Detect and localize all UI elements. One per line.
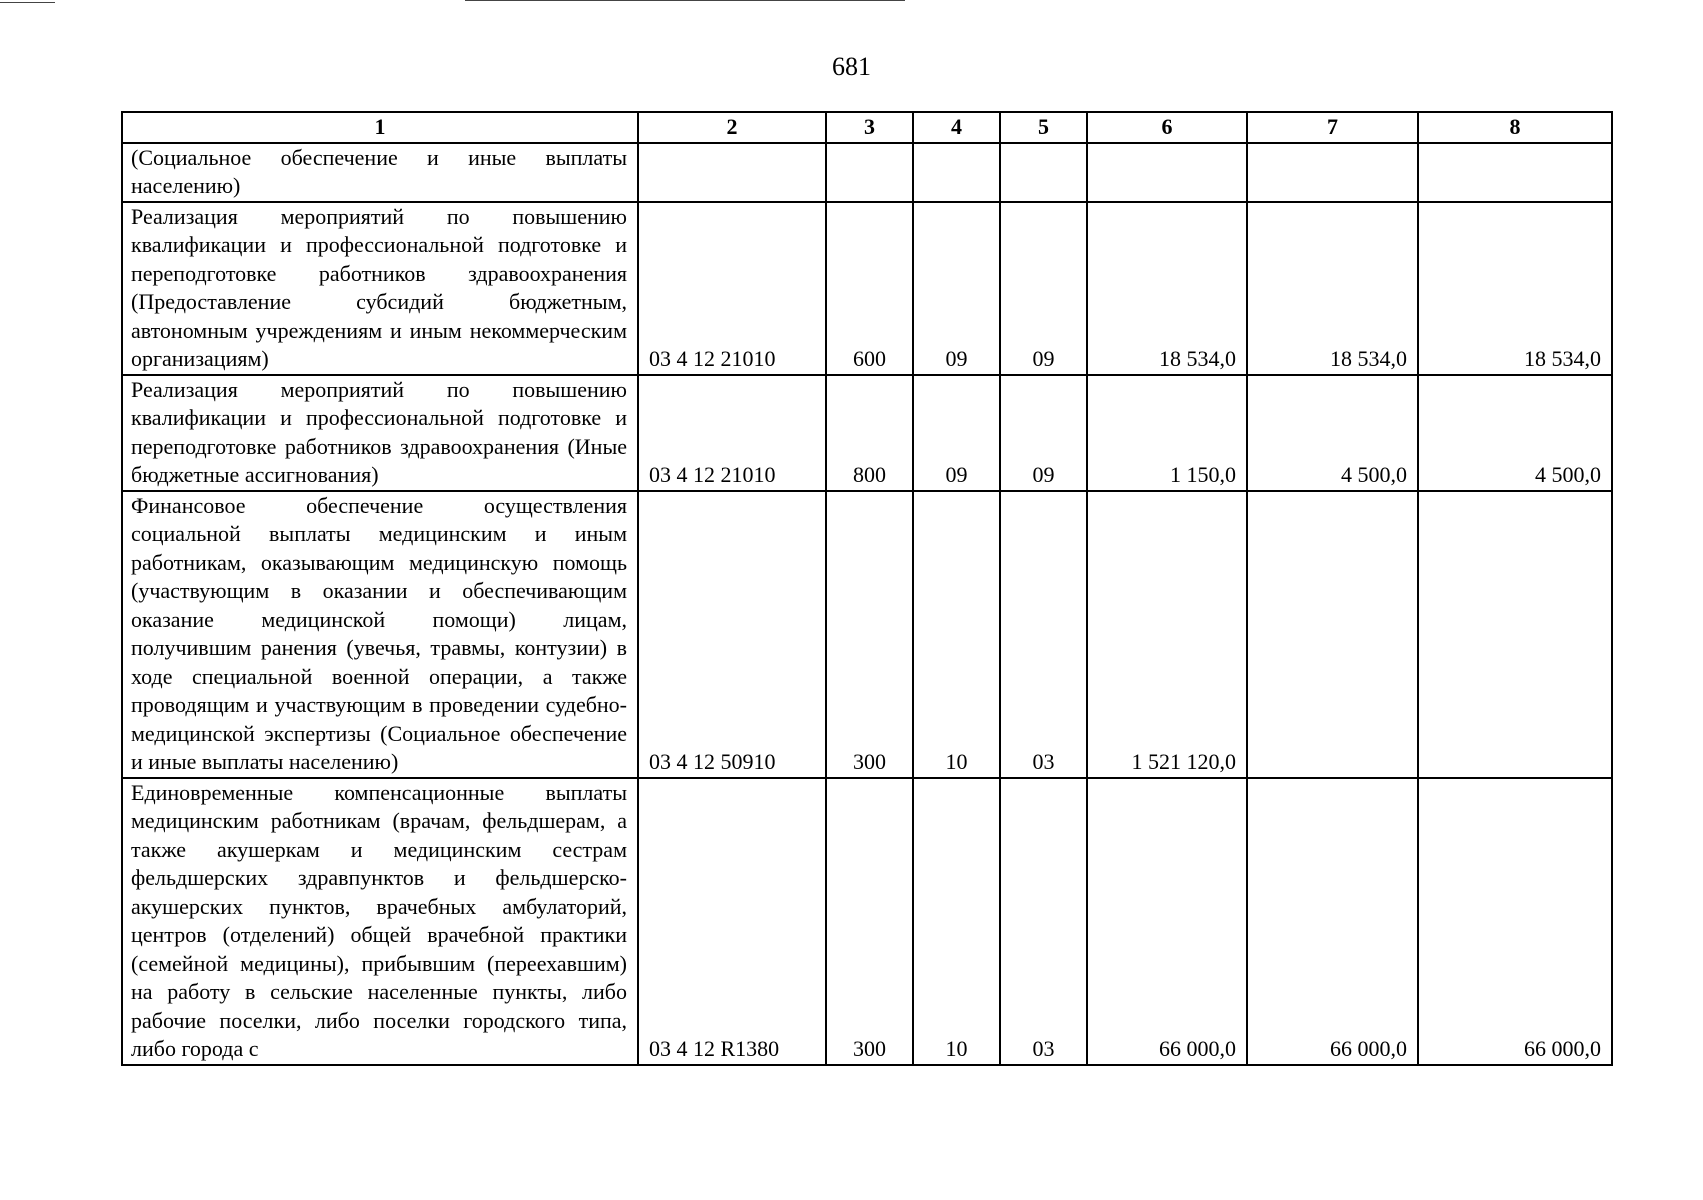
amount-col-6-cell: 18 534,0	[1087, 202, 1247, 375]
section-cell: 10	[913, 778, 1000, 1065]
budget-table	[121, 111, 1613, 1066]
target-code-cell: 03 4 12 50910	[638, 491, 826, 778]
target-code-cell: 03 4 12 21010	[638, 202, 826, 375]
header-col-4: 4	[913, 112, 1000, 143]
row-name-cell: Реализация мероприятий по повышению квалификации и профессиональной подготовке и переподготовке работников здравоохранения (Предоставление субсидий бюджетным, автономным учреждениям и иным некоммерческим организациям)	[122, 202, 638, 375]
amount-col-6-cell	[1087, 143, 1247, 202]
amount-col-7-cell	[1247, 491, 1418, 778]
scan-edge-line-top	[465, 0, 905, 1]
amount-col-7-cell: 4 500,0	[1247, 375, 1418, 491]
amount-col-6-cell: 66 000,0	[1087, 778, 1247, 1065]
expense-type-cell: 800	[826, 375, 913, 491]
subsection-cell: 09	[1000, 202, 1087, 375]
expense-type-cell: 300	[826, 778, 913, 1065]
section-cell: 09	[913, 202, 1000, 375]
amount-col-6-cell: 1 150,0	[1087, 375, 1247, 491]
header-col-5: 5	[1000, 112, 1087, 143]
section-cell: 09	[913, 375, 1000, 491]
target-code-cell	[638, 143, 826, 202]
expense-type-cell: 600	[826, 202, 913, 375]
header-col-8: 8	[1418, 112, 1612, 143]
expense-type-cell	[826, 143, 913, 202]
header-col-1: 1	[122, 112, 638, 143]
header-row	[122, 112, 1612, 143]
amount-col-7-cell: 18 534,0	[1247, 202, 1418, 375]
subsection-cell: 03	[1000, 778, 1087, 1065]
subsection-cell	[1000, 143, 1087, 202]
table-row	[122, 491, 1612, 778]
row-name-cell: Реализация мероприятий по повышению квалификации и профессиональной подготовке и переподготовке работников здравоохранения (Иные бюджетные ассигнования)	[122, 375, 638, 491]
page-number: 681	[832, 52, 871, 81]
target-code-cell: 03 4 12 21010	[638, 375, 826, 491]
amount-col-6-cell: 1 521 120,0	[1087, 491, 1247, 778]
amount-col-7-cell: 66 000,0	[1247, 778, 1418, 1065]
table-row	[122, 202, 1612, 375]
amount-col-8-cell: 66 000,0	[1418, 778, 1612, 1065]
header-col-3: 3	[826, 112, 913, 143]
amount-col-8-cell: 4 500,0	[1418, 375, 1612, 491]
section-cell: 10	[913, 491, 1000, 778]
target-code-cell: 03 4 12 R1380	[638, 778, 826, 1065]
amount-col-8-cell	[1418, 143, 1612, 202]
amount-col-7-cell	[1247, 143, 1418, 202]
row-name-cell: Финансовое обеспечение осуществления социальной выплаты медицинским и иным работникам, оказывающим медицинскую помощь (участвующим в оказании и обеспечивающим оказание медицинской помощи) лицам, получившим ранения (увечья, травмы, контузии) в ходе специальной военной операции, а также проводящим и участвующим в проведении судебно-медицинской экспертизы (Социальное обеспечение и иные выплаты населению)	[122, 491, 638, 778]
amount-col-8-cell	[1418, 491, 1612, 778]
table-row	[122, 143, 1612, 202]
expense-type-cell: 300	[826, 491, 913, 778]
subsection-cell: 03	[1000, 491, 1087, 778]
row-name-cell: (Социальное обеспечение и иные выплаты населению)	[122, 143, 638, 202]
table-row	[122, 778, 1612, 1065]
table-row	[122, 375, 1612, 491]
subsection-cell: 09	[1000, 375, 1087, 491]
section-cell	[913, 143, 1000, 202]
scan-edge-line-left	[0, 2, 55, 3]
amount-col-8-cell: 18 534,0	[1418, 202, 1612, 375]
header-col-7: 7	[1247, 112, 1418, 143]
header-col-2: 2	[638, 112, 826, 143]
row-name-cell: Единовременные компенсационные выплаты медицинским работникам (врачам, фельдшерам, а также акушеркам и медицинским сестрам фельдшерских здравпунктов и фельдшерско-акушерских пунктов, врачебных амбулаторий, центров (отделений) общей врачебной практики (семейной медицины), прибывшим (переехавшим) на работу в сельские населенные пункты, либо рабочие поселки, либо поселки городского типа, либо города с	[122, 778, 638, 1065]
header-col-6: 6	[1087, 112, 1247, 143]
